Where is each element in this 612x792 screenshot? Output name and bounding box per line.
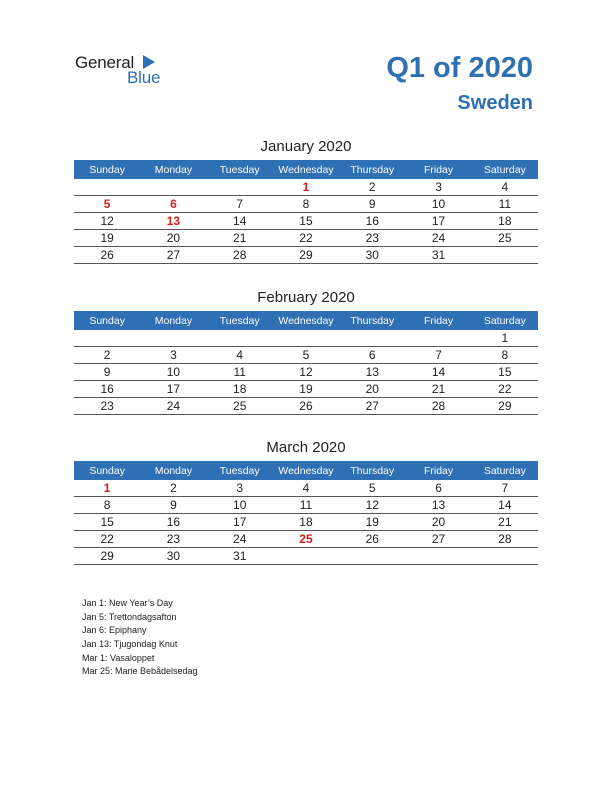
day-cell: 14 xyxy=(431,365,446,379)
weekday-saturday: Saturday xyxy=(483,464,526,477)
month-calendar-january xyxy=(74,138,538,264)
day-cell: 23 xyxy=(166,532,181,546)
weekday-wednesday: Wednesday xyxy=(278,464,334,477)
holiday-item: Jan 5: Trettondagsafton xyxy=(82,611,177,622)
day-cell: 6 xyxy=(170,197,177,211)
day-cell: 9 xyxy=(170,498,177,512)
day-cell: 25 xyxy=(233,399,247,413)
week-row xyxy=(74,179,538,196)
weeks xyxy=(74,330,538,415)
day-cell: 11 xyxy=(233,365,246,379)
day-cell: 13 xyxy=(365,365,379,379)
day-cell: 28 xyxy=(498,532,512,546)
day-cell: 4 xyxy=(501,180,509,194)
day-cell: 25 xyxy=(498,231,512,245)
week-row xyxy=(74,347,538,364)
week-row xyxy=(74,398,538,415)
day-cell: 16 xyxy=(166,515,181,529)
day-cell: 4 xyxy=(236,348,244,362)
weekday-friday: Friday xyxy=(423,163,454,176)
day-cell: 10 xyxy=(166,365,181,379)
day-cell: 17 xyxy=(166,382,181,396)
day-cell: 14 xyxy=(498,498,512,512)
week-row xyxy=(74,548,538,565)
logo-text-blue: Blue xyxy=(127,68,161,87)
day-cell: 29 xyxy=(498,399,512,413)
day-cell: 27 xyxy=(431,532,446,546)
holiday-item: Jan 1: New Year’s Day xyxy=(82,598,173,608)
day-cell: 21 xyxy=(431,382,446,396)
day-cell: 23 xyxy=(100,399,114,413)
day-cell: 31 xyxy=(233,549,247,563)
logo-text-general: General xyxy=(75,53,135,72)
weekday-friday: Friday xyxy=(423,314,454,327)
day-cell: 7 xyxy=(501,481,509,495)
weekday-tuesday: Tuesday xyxy=(219,163,260,176)
day-cell: 22 xyxy=(299,231,313,245)
day-cell: 8 xyxy=(103,498,111,512)
weekday-header xyxy=(74,311,538,330)
day-cell: 24 xyxy=(166,399,181,413)
day-cell: 24 xyxy=(431,231,446,245)
day-cell: 15 xyxy=(100,515,114,529)
week-row xyxy=(74,196,538,213)
week-row xyxy=(74,514,538,531)
day-cell: 6 xyxy=(435,481,442,495)
day-cell: 23 xyxy=(365,231,379,245)
day-cell: 8 xyxy=(501,348,509,362)
day-cell: 13 xyxy=(431,498,446,512)
day-cell: 5 xyxy=(103,197,111,211)
day-cell: 12 xyxy=(100,214,114,228)
weekday-wednesday: Wednesday xyxy=(278,163,334,176)
weekday-thursday: Thursday xyxy=(350,464,395,477)
day-cell: 26 xyxy=(365,532,379,546)
weekday-monday: Monday xyxy=(154,464,193,477)
week-row xyxy=(74,497,538,514)
day-cell: 15 xyxy=(299,214,313,228)
day-cell: 29 xyxy=(100,549,114,563)
day-cell: 18 xyxy=(498,214,512,228)
generalblue-logo xyxy=(75,53,175,89)
day-cell: 16 xyxy=(365,214,379,228)
page-title: Q1 of 2020 xyxy=(386,52,533,84)
week-row xyxy=(74,381,538,398)
day-cell: 17 xyxy=(233,515,247,529)
day-cell: 9 xyxy=(103,365,111,379)
day-cell: 18 xyxy=(233,382,247,396)
day-cell: 7 xyxy=(435,348,442,362)
week-row xyxy=(74,230,538,247)
day-cell: 3 xyxy=(170,348,177,362)
month-title: January 2020 xyxy=(260,138,352,155)
day-cell: 18 xyxy=(299,515,313,529)
weekday-tuesday: Tuesday xyxy=(219,464,260,477)
day-cell: 7 xyxy=(236,197,244,211)
day-cell: 20 xyxy=(166,231,181,245)
day-cell: 25 xyxy=(299,532,313,546)
weekday-header xyxy=(74,160,538,179)
day-cell: 3 xyxy=(236,481,244,495)
weekday-thursday: Thursday xyxy=(350,163,395,176)
day-cell: 16 xyxy=(100,382,114,396)
weekday-wednesday: Wednesday xyxy=(278,314,334,327)
weekday-header xyxy=(74,461,538,480)
day-cell: 2 xyxy=(170,481,177,495)
day-cell: 15 xyxy=(498,365,512,379)
day-cell: 1 xyxy=(501,331,509,345)
day-cell: 19 xyxy=(365,515,379,529)
day-cell: 26 xyxy=(100,248,114,262)
day-cell: 2 xyxy=(368,180,376,194)
weekday-thursday: Thursday xyxy=(350,314,395,327)
day-cell: 30 xyxy=(365,248,379,262)
weeks xyxy=(74,480,538,565)
week-row xyxy=(74,247,538,264)
day-cell: 11 xyxy=(498,197,512,211)
month-calendar-february xyxy=(74,289,538,415)
month-title: February 2020 xyxy=(257,289,355,306)
day-cell: 21 xyxy=(498,515,512,529)
weekday-saturday: Saturday xyxy=(483,163,526,176)
day-cell: 28 xyxy=(233,248,247,262)
holiday-item: Jan 6: Epiphany xyxy=(82,625,147,636)
day-cell: 26 xyxy=(299,399,313,413)
day-cell: 5 xyxy=(302,348,310,362)
day-cell: 28 xyxy=(431,399,446,413)
day-cell: 10 xyxy=(233,498,247,512)
week-row xyxy=(74,364,538,381)
logo-flag-icon xyxy=(143,55,155,69)
day-cell: 29 xyxy=(299,248,313,262)
day-cell: 22 xyxy=(498,382,512,396)
week-row xyxy=(74,480,538,497)
weekday-saturday: Saturday xyxy=(483,314,526,327)
day-cell: 14 xyxy=(233,214,247,228)
day-cell: 12 xyxy=(365,498,379,512)
holiday-item: Mar 1: Vasaloppet xyxy=(82,652,155,663)
day-cell: 1 xyxy=(302,180,310,194)
day-cell: 1 xyxy=(103,481,111,495)
weekday-tuesday: Tuesday xyxy=(219,314,260,327)
day-cell: 31 xyxy=(431,248,446,262)
day-cell: 30 xyxy=(166,549,181,563)
day-cell: 13 xyxy=(166,214,181,228)
day-cell: 17 xyxy=(431,214,446,228)
day-cell: 8 xyxy=(302,197,310,211)
week-row xyxy=(74,213,538,230)
day-cell: 19 xyxy=(100,231,114,245)
country-name: Sweden xyxy=(457,92,533,114)
day-cell: 12 xyxy=(299,365,313,379)
month-title: March 2020 xyxy=(266,439,346,456)
weeks xyxy=(74,179,538,264)
day-cell: 21 xyxy=(233,231,247,245)
day-cell: 19 xyxy=(299,382,313,396)
day-cell: 22 xyxy=(100,532,114,546)
day-cell: 3 xyxy=(435,180,442,194)
day-cell: 11 xyxy=(299,498,313,512)
day-cell: 4 xyxy=(302,481,310,495)
holiday-item: Mar 25: Marie Bebådelsedag xyxy=(82,666,198,677)
holiday-list xyxy=(82,597,198,679)
day-cell: 2 xyxy=(103,348,111,362)
weekday-monday: Monday xyxy=(154,163,193,176)
week-row xyxy=(74,330,538,347)
day-cell: 27 xyxy=(166,248,181,262)
day-cell: 5 xyxy=(368,481,376,495)
day-cell: 27 xyxy=(365,399,379,413)
day-cell: 10 xyxy=(431,197,446,211)
weekday-sunday: Sunday xyxy=(89,314,125,327)
holiday-item: Jan 13: Tjugondag Knut xyxy=(82,639,178,650)
week-row xyxy=(74,531,538,548)
day-cell: 20 xyxy=(431,515,446,529)
weekday-sunday: Sunday xyxy=(89,464,125,477)
day-cell: 20 xyxy=(365,382,379,396)
day-cell: 24 xyxy=(233,532,247,546)
day-cell: 6 xyxy=(368,348,376,362)
weekday-friday: Friday xyxy=(423,464,454,477)
weekday-sunday: Sunday xyxy=(89,163,125,176)
weekday-monday: Monday xyxy=(154,314,193,327)
month-calendar-march xyxy=(74,439,538,565)
day-cell: 9 xyxy=(368,197,376,211)
